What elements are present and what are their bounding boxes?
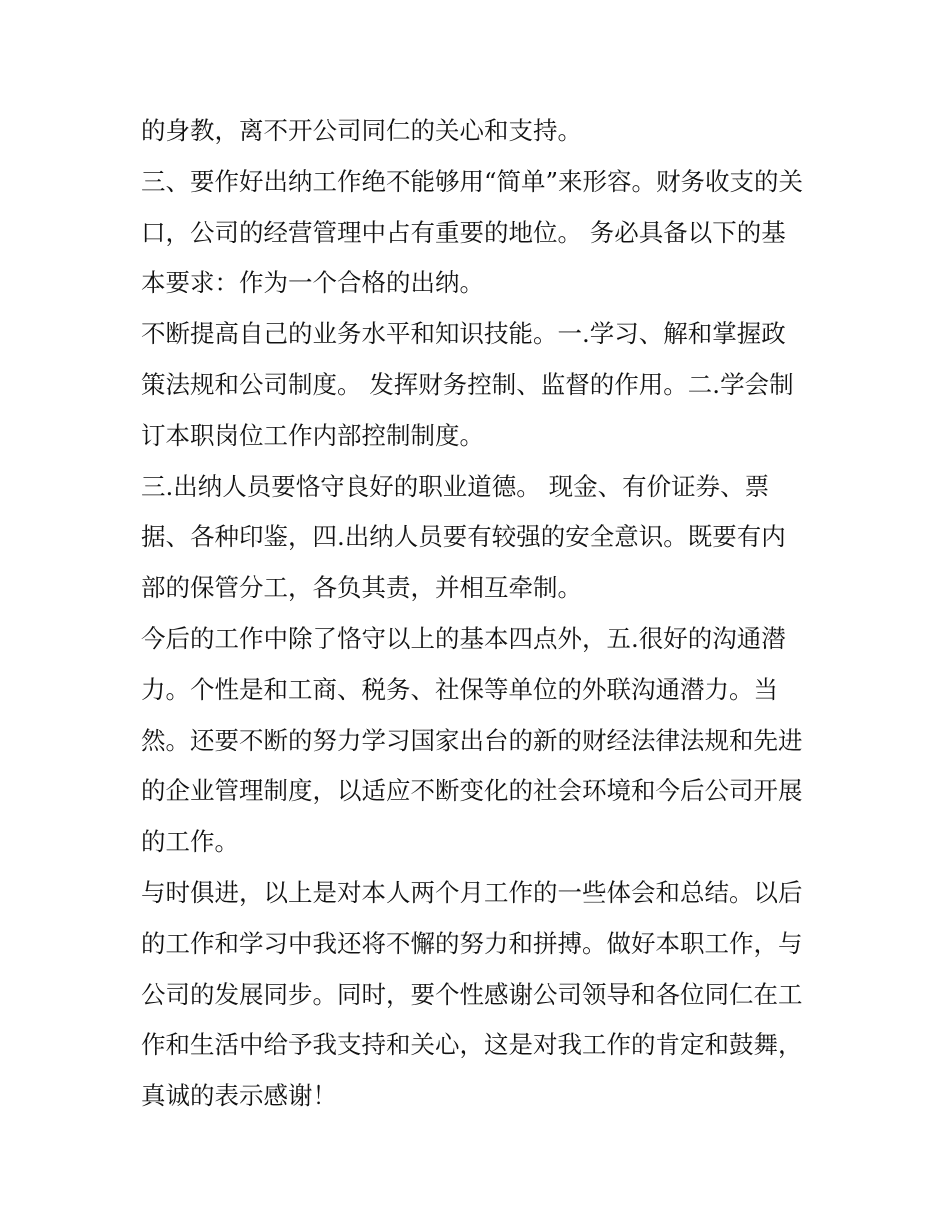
text-line: 力。个性是和工商、税务、社保等单位的外联沟通潜力。当 [141,674,778,704]
text-line: 公司的发展同步。同时，要个性感谢公司领导和各位同仁在工 [141,979,803,1009]
text-line: 作和生活中给予我支持和关心，这是对我工作的肯定和鼓舞， [141,1030,803,1060]
text-line: 策法规和公司制度。 发挥财务控制、监督的作用。二.学会制 [141,369,794,399]
text-line: 三.出纳人员要恪守良好的职业道德。 现金、有价证券、票 [141,471,770,501]
text-line: 不断提高自己的业务水平和知识技能。一.学习、解和掌握政 [141,319,786,349]
text-line: 真诚的表示感谢！ [141,1081,337,1111]
text-line: 口，公司的经营管理中占有重要的地位。 务必具备以下的基 [141,217,786,247]
text-line: 三、要作好出纳工作绝不能够用“简单”来形容。财务收支的关 [141,166,804,196]
text-line: 与时俱进，以上是对本人两个月工作的一些体会和总结。以后 [141,877,803,907]
text-line: 部的保管分工，各负其责，并相互牵制。 [141,573,582,603]
body-text [141,106,821,1122]
text-line: 据、各种印鉴，四.出纳人员要有较强的安全意识。既要有内 [141,522,786,552]
text-line: 然。还要不断的努力学习国家出台的新的财经法律法规和先进 [141,725,803,755]
text-line: 本要求：作为一个合格的出纳。 [141,268,484,298]
text-line: 订本职岗位工作内部控制制度。 [141,420,484,450]
text-line: 今后的工作中除了恪守以上的基本四点外，五.很好的沟通潜 [141,623,786,653]
text-line: 的工作。 [141,827,239,857]
text-line: 的工作和学习中我还将不懈的努力和拼搏。做好本职工作，与 [141,928,803,958]
text-line: 的企业管理制度，以适应不断变化的社会环境和今后公司开展 [141,776,803,806]
text-line: 的身教，离不开公司同仁的关心和支持。 [141,116,582,145]
